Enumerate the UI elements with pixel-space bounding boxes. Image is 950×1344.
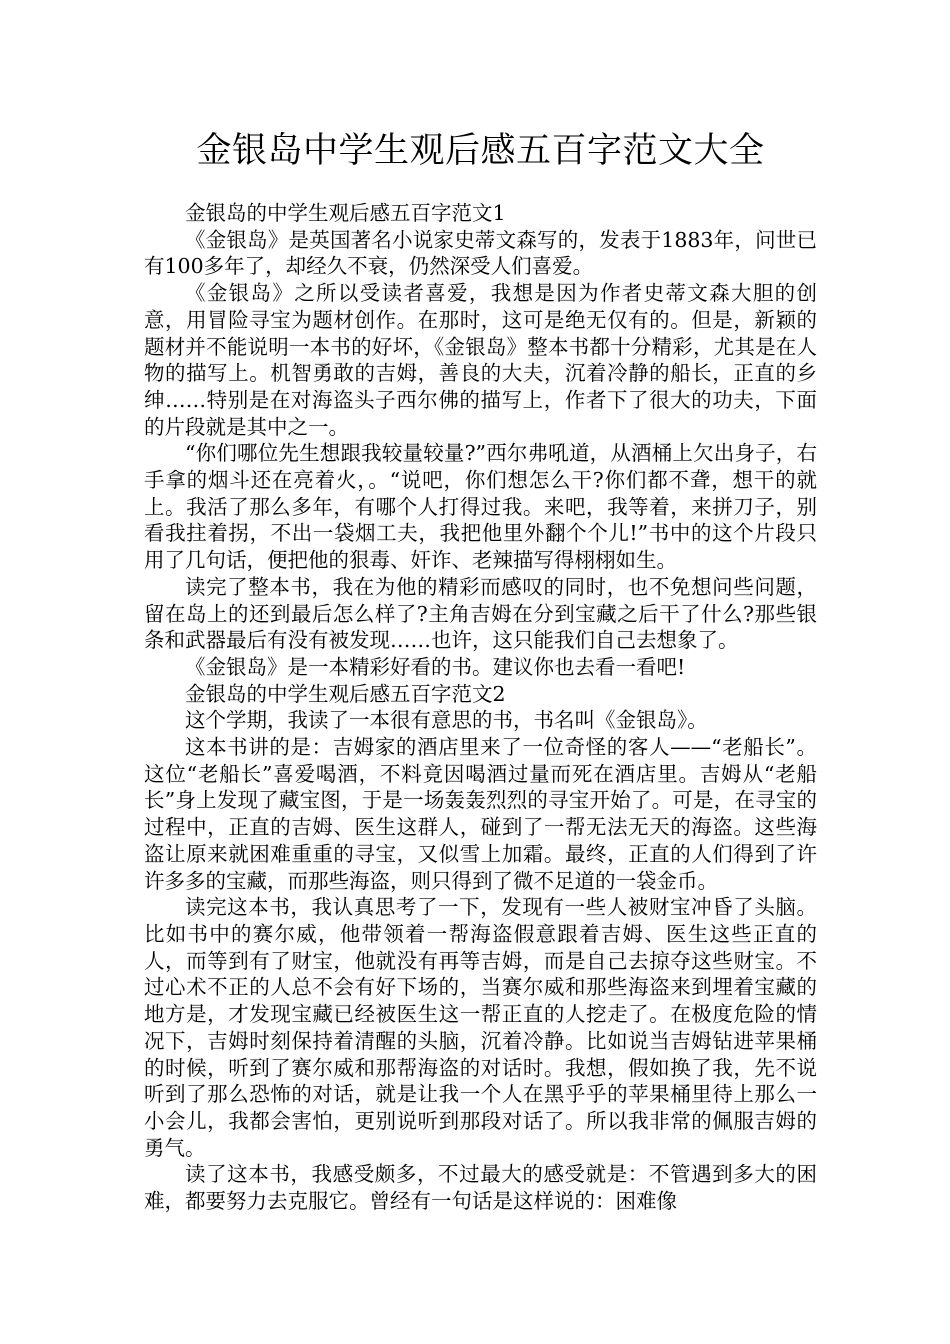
paragraph: 这个学期，我读了一本很有意思的书，书名叫《金银岛》。 [185,708,708,733]
paragraph: 《金银岛》是一本精彩好看的书。建议你也去看一看吧! [185,654,686,679]
section-heading: 金银岛的中学生观后感五百字范文2 [185,681,506,706]
document-body [144,200,817,1215]
section-heading: 金银岛的中学生观后感五百字范文1 [185,201,506,225]
paragraph: “你们哪位先生想跟我较量较量?”西尔弗吼道，从酒桶上欠出身子，右手拿的烟斗还在亮着火，。“说吧，你们想怎么干?你们都不聋，想干的就上。我活了那么多年，有哪个人打得过我。来吧，我等着，来拼刀子，别看我拄着拐，不出一袋烟工夫，我把他里外翻个个儿!”书中的这个片段只用了几句话，便把他的狠毒、奸诈、老辣描写得栩栩如生。 [144,441,817,573]
paragraph: 读了这本书，我感受颇多，不过最大的感受就是：不管遇到多大的困难，都要努力去克服它。曾经有一句话是这样说的：困难像 [144,1162,817,1214]
paragraph: 这本书讲的是：吉姆家的酒店里来了一位奇怪的客人——“老船长”。这位“老船长”喜爱喝酒，不料竟因喝酒过量而死在酒店里。吉姆从“老船长”身上发现了藏宝图，于是一场轰轰烈烈的寻宝开始了。可是，在寻宝的过程中，正直的吉姆、医生这群人，碰到了一帮无法无天的海盗。这些海盗让原来就困难重重的寻宝，又似雪上加霜。最终，正直的人们得到了许许多多的宝藏，而那些海盗，则只得到了微不足道的一袋金币。 [144,735,817,893]
paragraph: 《金银岛》是英国著名小说家史蒂文森写的，发表于1883年，问世已有100多年了，却经久不衰，仍然深受人们喜爱。 [144,227,817,279]
paragraph: 《金银岛》之所以受读者喜爱，我想是因为作者史蒂文森大胆的创意，用冒险寻宝为题材创作。在那时，这可是绝无仅有的。但是，新颖的题材并不能说明一本书的好坏，《金银岛》整本书都十分精彩，尤其是在人物的描写上。机智勇敢的吉姆，善良的大夫，沉着冷静的船长，正直的乡绅……特别是在对海盗头子西尔佛的描写上，作者下了很大的功夫，下面的片段就是其中之一。 [144,281,817,439]
paragraph: 读完这本书，我认真思考了一下，发现有一些人被财宝冲昏了头脑。比如书中的赛尔威，他带领着一帮海盗假意跟着吉姆、医生这些正直的人，而等到有了财宝，他就没有再等吉姆，而是自己去掠夺这些财宝。不过心术不正的人总不会有好下场的，当赛尔威和那些海盗来到埋着宝藏的地方是，才发现宝藏已经被医生这一帮正直的人挖走了。在极度危险的情况下，吉姆时刻保持着清醒的头脑，沉着冷静。比如说当吉姆钻进苹果桶的时候，听到了赛尔威和那帮海盗的对话时。我想，假如换了我，先不说听到了那么恐怖的对话，就是让我一个人在黑乎乎的苹果桶里待上那么一小会儿，我都会害怕，更别说听到那段对话了。所以我非常的佩服吉姆的勇气。 [144,895,817,1160]
paragraph: 读完了整本书，我在为他的精彩而感叹的同时，也不免想问些问题，留在岛上的还到最后怎么样了?主角吉姆在分到宝藏之后干了什么?那些银条和武器最后有没有被发现……也许，这只能我们自己去想象了。 [144,574,817,653]
document-title: 金银岛中学生观后感五百字范文大全 [196,131,765,171]
